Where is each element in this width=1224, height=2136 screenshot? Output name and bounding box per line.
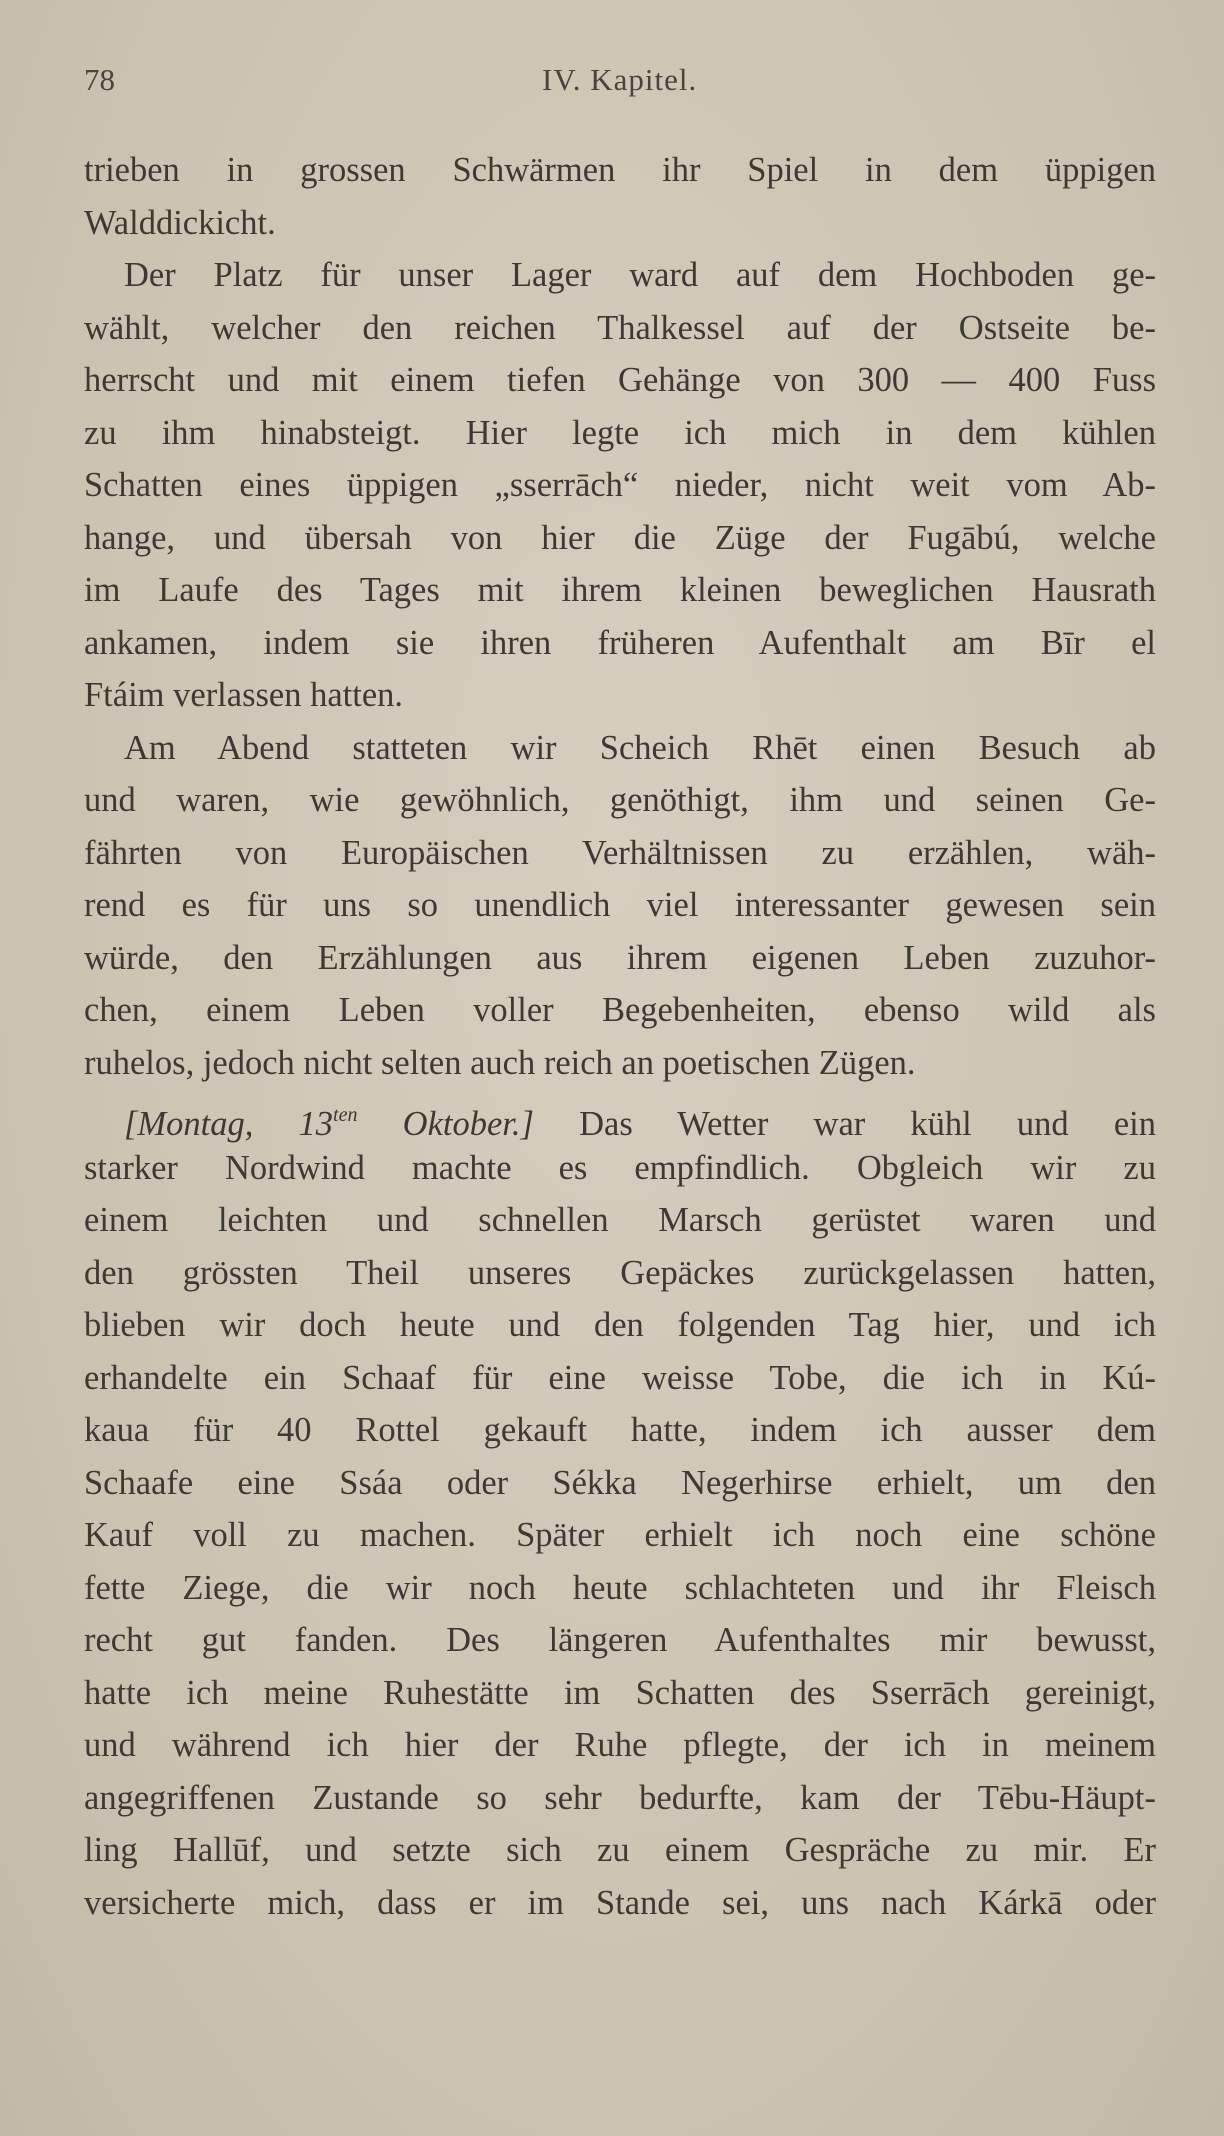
text-line: ankamen, indem sie ihren früheren Aufenthalt am Bīr el <box>84 623 1156 662</box>
date-marker: [Montag, $13^{ten}$ Oktober.] <box>124 1104 534 1143</box>
text-line: fährten von Europäischen Verhältnissen zu erzählen, wäh- <box>84 833 1156 872</box>
text-line: chen, einem Leben voller Begebenheiten, ebenso wild als <box>84 991 1156 1029</box>
text-line: und waren, wie gewöhnlich, genöthigt, ihm und seinen Ge- <box>84 781 1156 819</box>
text-line-dated: [Montag, $13^{ten}$ Oktober.] Das Wetter war kühl und ein <box>124 1104 1156 1143</box>
text-line: Schatten eines üppigen „sserrāch“ nieder, nicht weit vom Ab- <box>84 466 1156 504</box>
chapter-title: IV. Kapitel. <box>542 62 698 97</box>
text-line: recht gut fanden. Des längeren Aufenthaltes mir bewusst, <box>84 1621 1156 1659</box>
text-line: fette Ziege, die wir noch heute schlachteten und ihr Fleisch <box>84 1568 1156 1607</box>
text-line: Schaafe eine Ssáa oder Sékka Negerhirse erhielt, um den <box>84 1463 1156 1502</box>
text-line: starker Nordwind machte es empfindlich. Obgleich wir zu <box>84 1148 1156 1187</box>
text-line: und während ich hier der Ruhe pflegte, der ich in meinem <box>84 1726 1156 1764</box>
text-line: Walddickicht. <box>84 203 276 242</box>
text-line: wählt, welcher den reichen Thalkessel auf der Ostseite be- <box>84 308 1156 347</box>
text-line: im Laufe des Tages mit ihrem kleinen beweglichen Hausrath <box>84 571 1156 609</box>
text-line: Am Abend statteten wir Scheich Rhēt einen Besuch ab <box>124 728 1156 767</box>
body-text <box>84 144 1156 1929</box>
text-line: Ftáim verlassen hatten. <box>84 676 404 714</box>
page-number: 78 <box>84 62 115 97</box>
text-line: Kauf voll zu machen. Später erhielt ich noch eine schöne <box>84 1516 1156 1554</box>
text-line: hatte ich meine Ruhestätte im Schatten des Sserrāch gereinigt, <box>84 1673 1156 1712</box>
text-line: würde, den Erzählungen aus ihrem eigenen Leben zuzuhor- <box>84 938 1156 977</box>
running-head <box>84 62 1154 102</box>
text-line: rend es für uns so unendlich viel interessanter gewesen sein <box>84 886 1156 924</box>
text-line: einem leichten und schnellen Marsch gerüstet waren und <box>84 1201 1156 1239</box>
text-line: erhandelte ein Schaaf für eine weisse Tobe, die ich in Kú- <box>84 1358 1156 1397</box>
text-line: kaua für 40 Rottel gekauft hatte, indem ich ausser dem <box>84 1411 1156 1449</box>
text-line: blieben wir doch heute und den folgenden Tag hier, und ich <box>84 1306 1156 1344</box>
text-line: herrscht und mit einem tiefen Gehänge von 300 — 400 Fuss <box>84 361 1156 399</box>
text-line: ruhelos, jedoch nicht selten auch reich an poetischen Zügen. <box>84 1043 916 1082</box>
text-line: hange, und übersah von hier die Züge der Fugābú, welche <box>84 518 1156 557</box>
text-line: zu ihm hinabsteigt. Hier legte ich mich in dem kühlen <box>84 413 1156 452</box>
text-line: den grössten Theil unseres Gepäckes zurückgelassen hatten, <box>84 1253 1156 1292</box>
text-line: trieben in grossen Schwärmen ihr Spiel in dem üppigen <box>84 151 1156 189</box>
text-line: ling Hallūf, und setzte sich zu einem Gespräche zu mir. Er <box>84 1831 1156 1869</box>
text-line: Der Platz für unser Lager ward auf dem Hochboden ge- <box>124 256 1156 294</box>
text-line: angegriffenen Zustande so sehr bedurfte, kam der Tēbu-Häupt- <box>84 1778 1156 1817</box>
text-line: versicherte mich, dass er im Stande sei, uns nach Kárkā oder <box>84 1883 1156 1922</box>
